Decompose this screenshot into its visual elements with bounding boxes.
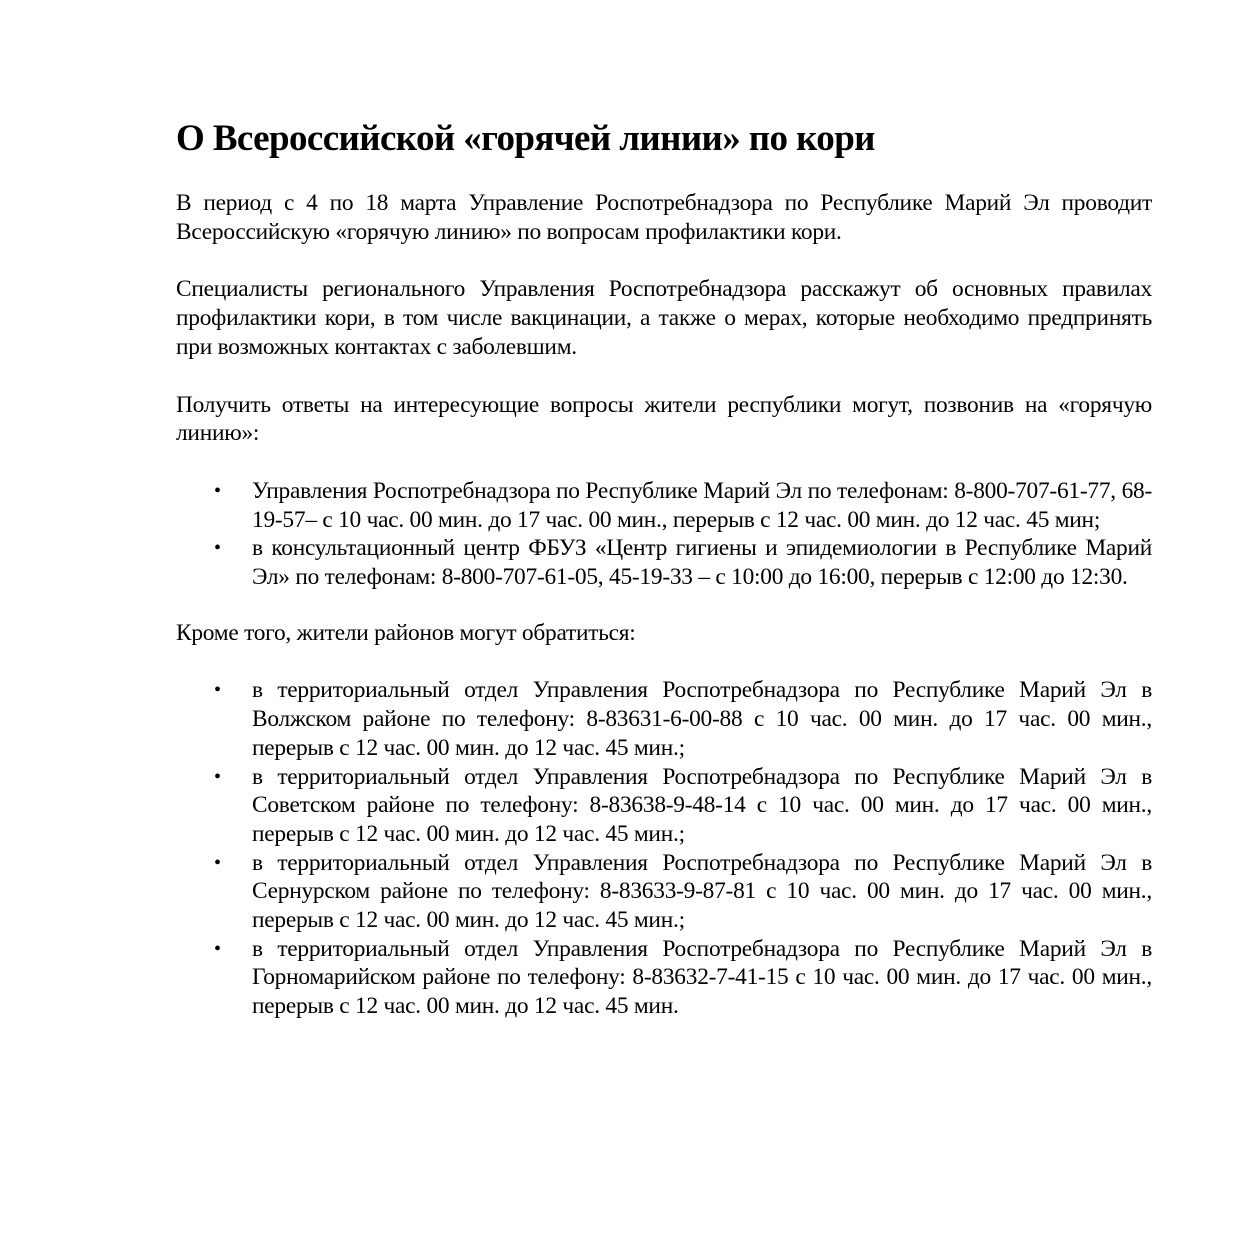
paragraph-specialists: Специалисты регионального Управления Роспотребнадзора расскажут об основных правилах профилактики кори, в том числе вакцинации, а также о мерах, которые необходимо предпринять при возможных контактах с заболевшим. [176,276,1152,360]
paragraph-intro: В период с 4 по 18 марта Управление Роспотребнадзора по Республике Марий Эл проводит Всероссийскую «горячую линию» по вопросам профилактики кори. [176,190,1152,245]
list-item-text: в территориальный отдел Управления Роспотребнадзора по Республике Марий Эл в Горномарийском районе по телефону: 8-83632-7-41-15 с 10 час. 00 мин. до 17 час. 00 мин., перерыв с 12 час. 00 мин. до 12 час. 45 мин. [252,935,1152,1020]
list-item-text: Управления Роспотребнадзора по Республике Марий Эл по телефонам: 8-800-707-61-77, 68-19-57– с 10 час. 00 мин. до 17 час. 00 мин., перерыв с 12 час. 00 мин. до 12 час. 45 мин; [252,477,1152,533]
hotline-list [176,477,1152,592]
bullet-icon: • [214,765,221,788]
bullet-icon: • [214,537,221,560]
paragraph-contact-info: Получить ответы на интересующие вопросы жители республики могут, позвонив на «горячую линию»: [176,391,1152,447]
list-item [176,849,1152,935]
list-item [176,534,1152,591]
bullet-icon: • [214,851,221,874]
list-item-text: в территориальный отдел Управления Роспотребнадзора по Республике Марий Эл в Волжском районе по телефону: 8-83631-6-00-88 с 10 час. 00 мин. до 17 час. 00 мин., перерыв с 12 час. 00 мин. до 12 час. 45 мин.; [252,677,1152,761]
bullet-icon: • [214,937,221,960]
list-item-text: в территориальный отдел Управления Роспотребнадзора по Республике Марий Эл в Сернурском районе по телефону: 8-83633-9-87-81 с 10 час. 00 мин. до 17 час. 00 мин., перерыв с 12 час. 00 мин. до 12 час. 45 мин.; [252,849,1152,934]
list-item [176,935,1152,1021]
bullet-icon: • [214,479,221,502]
document-title: О Всероссийской «горячей линии» по кори [176,118,875,159]
list-item [176,763,1152,849]
list-item-text: в консультационный центр ФБУЗ «Центр гигиены и эпидемиологии в Республике Марий Эл» по телефонам: 8-800-707-61-05, 45-19-33 – с 10:00 до 16:00, перерыв с 12:00 до 12:30. [252,535,1152,591]
list-item-text: в территориальный отдел Управления Роспотребнадзора по Республике Марий Эл в Советском районе по телефону: 8-83638-9-48-14 с 10 час. 00 мин. до 17 час. 00 мин., перерыв с 12 час. 00 мин. до 12 час. 45 мин.; [252,763,1152,847]
list-item [176,676,1152,762]
list-item [176,477,1152,534]
paragraph-districts-intro: Кроме того, жители районов могут обратиться: [176,619,636,646]
document-page [176,116,1152,1021]
districts-list [176,676,1152,1020]
bullet-icon: • [214,679,221,702]
